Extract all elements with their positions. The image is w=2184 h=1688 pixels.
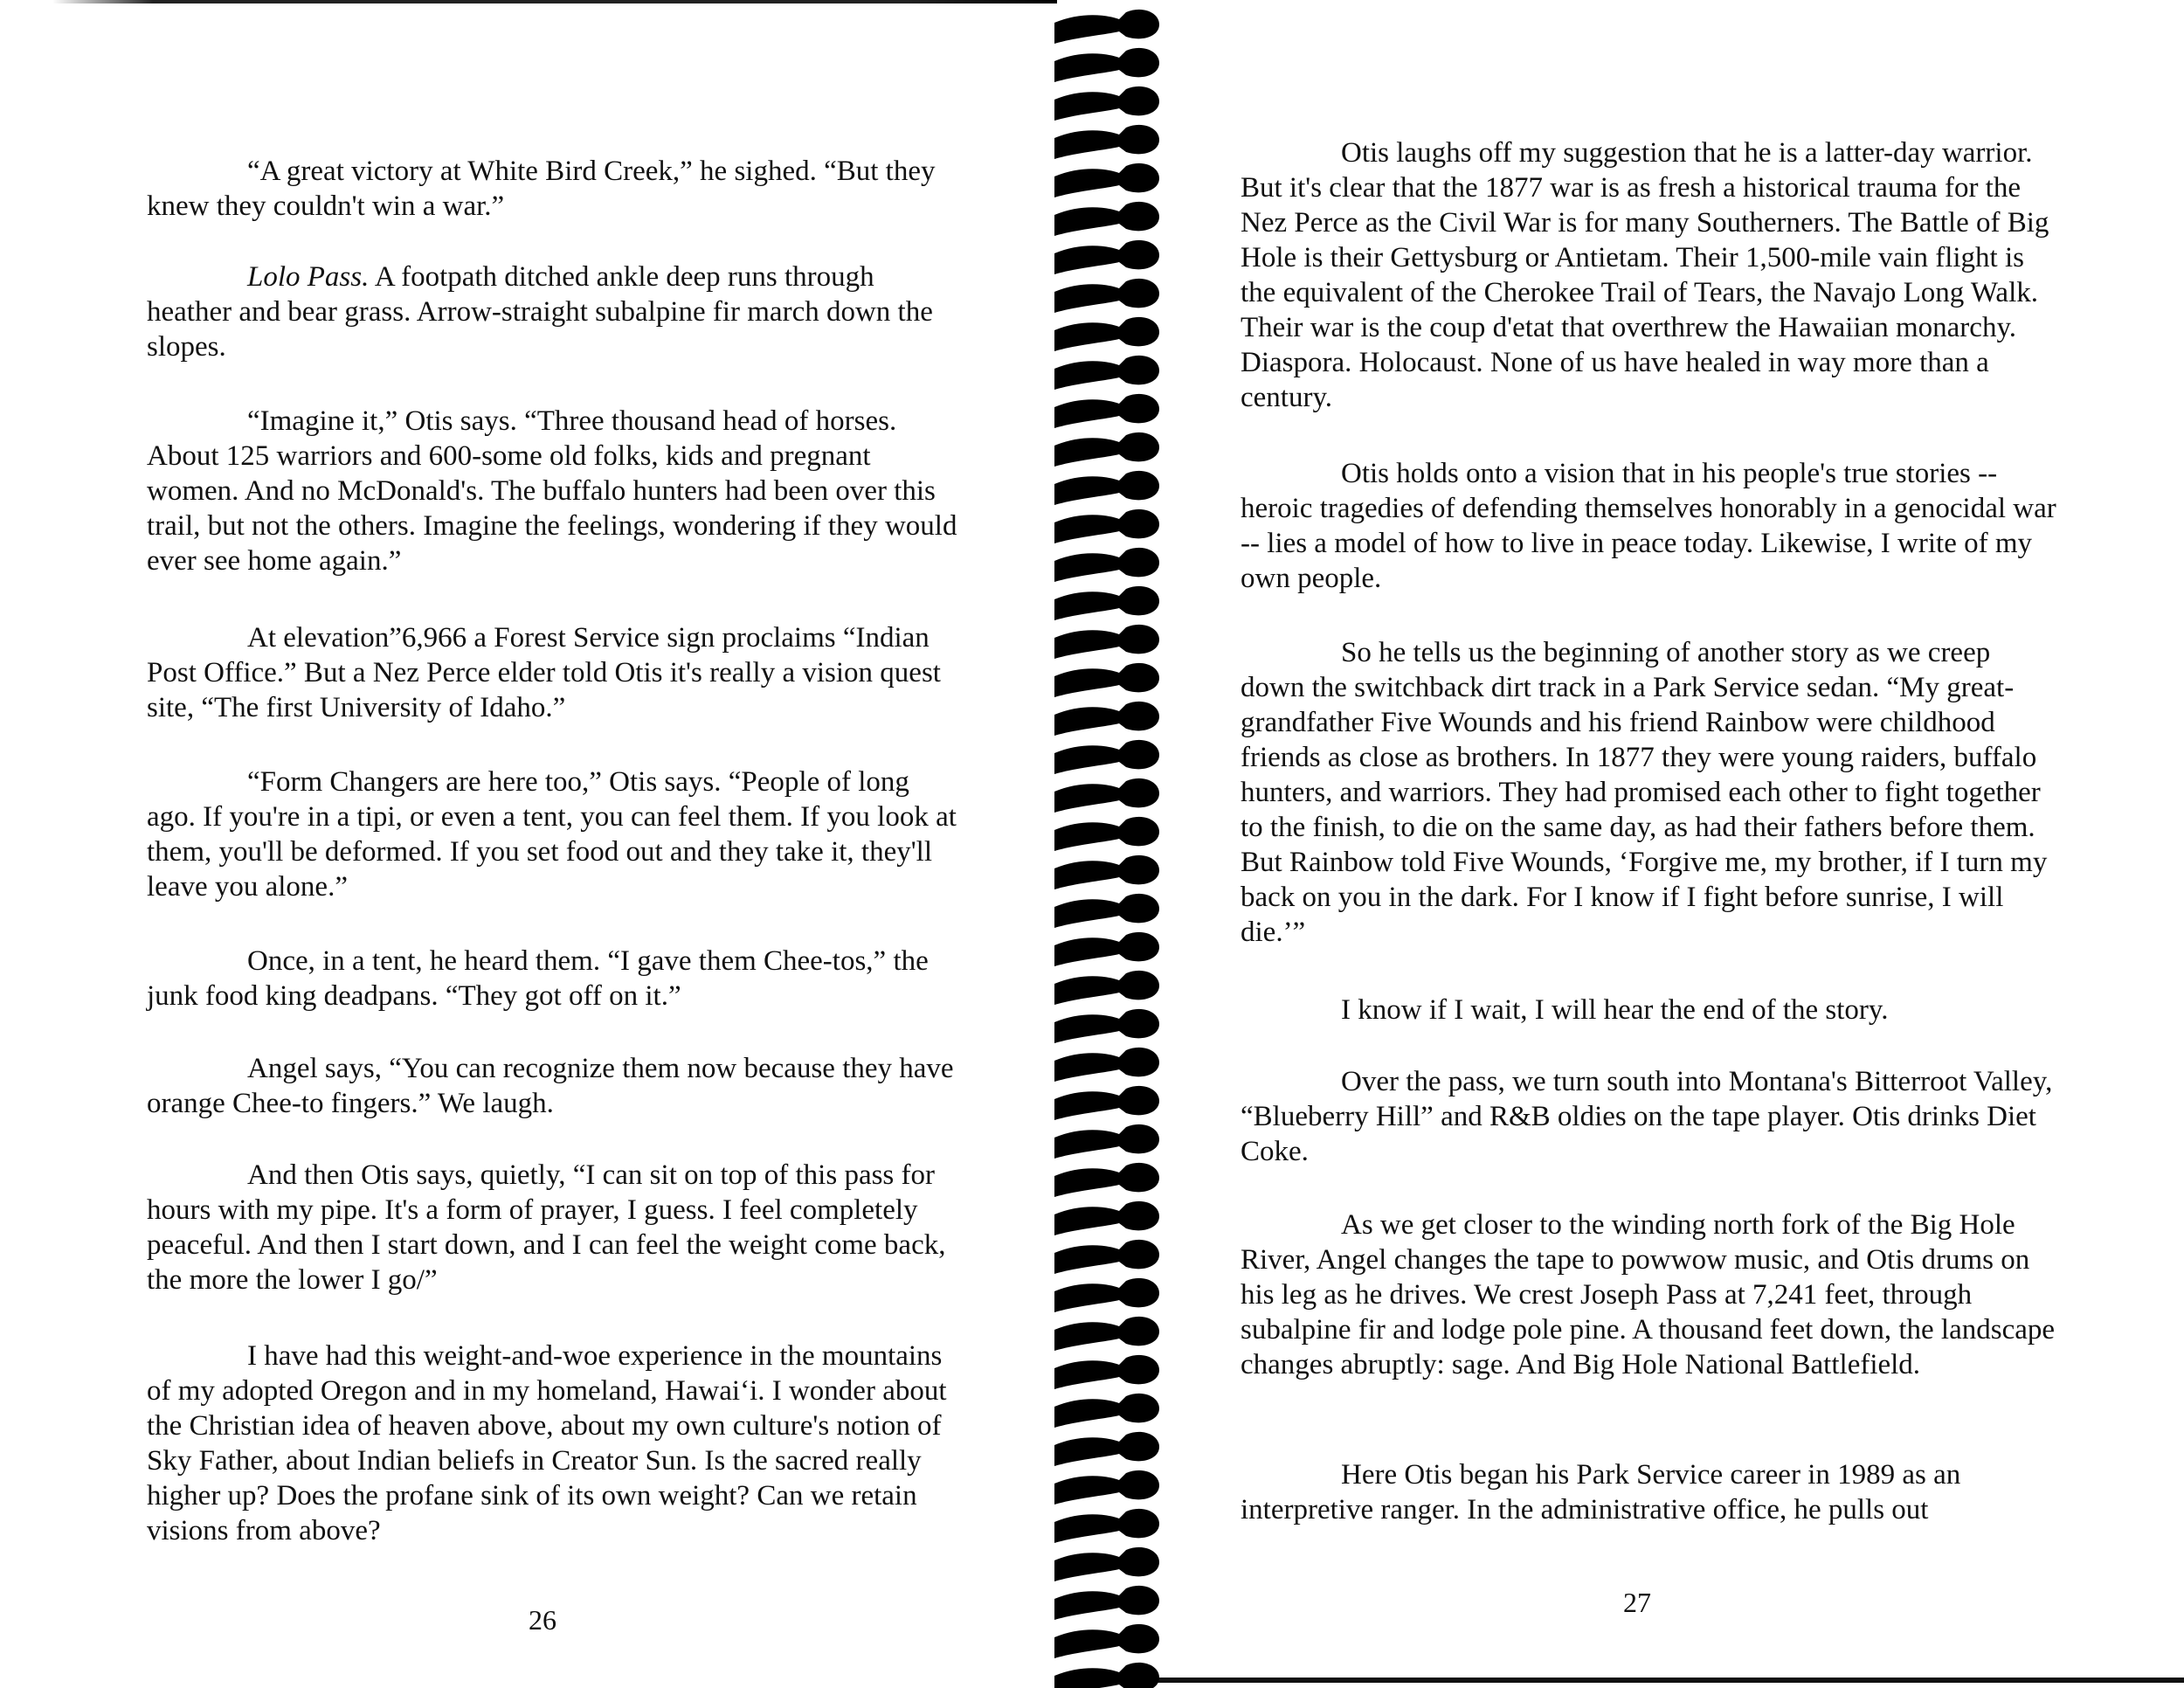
binding-coil (1054, 894, 1159, 928)
binding-coil (1054, 1048, 1159, 1082)
binding-coil (1054, 1240, 1159, 1274)
binding-coil (1054, 625, 1159, 659)
paragraph: At elevation”6,966 a Forest Service sign proclaims “Indian Post Office.” But a Nez Perce elder told Otis it's really a vision quest site, “The first University of Idaho.” (147, 622, 941, 723)
binding-coil (1054, 1278, 1159, 1312)
binding-coil (1054, 1201, 1159, 1235)
binding-coil (1054, 1163, 1159, 1197)
paragraph-text: A footpath ditched ankle deep runs through heather and bear grass. Arrow-straight subalpine fir march down the slopes. (147, 261, 933, 363)
binding-coil (1054, 740, 1159, 774)
binding-coil (1054, 1547, 1159, 1581)
binding-coil (1054, 356, 1159, 390)
paragraph: Otis laughs off my suggestion that he is a latter-day warrior. But it's clear that the 1877 war is as fresh a historical trauma for the Nez Perce as the Civil War is for many Southerners. The Battle of Big Hole is their Gettysburg or Antietam. Their 1,500-mile vain flight is the equivalent of the Cherokee Trail of Tears, the Navajo Long Walk. Their war is the coup d'etat that overthrew the Hawaiian monarchy. Diaspora. Holocaust. None of us have healed in way more than a century. (1241, 137, 2049, 413)
paragraph: As we get closer to the winding north fork of the Big Hole River, Angel changes the tape to powwow music, and Otis drums on his leg as he drives. We crest Joseph Pass at 7,241 feet, through subalpine fir and lodge pole pine. A thousand feet down, the landscape changes abruptly: sage. And Big Hole National Battlefield. (1241, 1209, 2056, 1380)
binding-coil (1054, 1663, 1159, 1688)
binding-coil (1054, 548, 1159, 582)
page-number: 27 (1623, 1587, 1651, 1618)
binding-coil (1054, 932, 1159, 966)
binding-coil (1054, 663, 1159, 697)
section-heading-lolo-pass: Lolo Pass. (247, 261, 370, 293)
binding-coil (1054, 279, 1159, 313)
binding-coil (1054, 394, 1159, 428)
binding-coil (1054, 86, 1159, 121)
paragraph: Over the pass, we turn south into Montana's Bitterroot Valley, “Blueberry Hill” and R&B oldies on the tape player. Otis drinks Diet Coke. (1241, 1066, 2053, 1167)
paragraph: “Form Changers are here too,” Otis says. “People of long ago. If you're in a tipi, or even a tent, you can feel them. If you look at them, you'll be deformed. If you set food out and they take it, they'll leave you alone.” (147, 766, 957, 903)
binding-coil (1054, 1509, 1159, 1543)
paragraph (147, 259, 959, 364)
spiral-binding (1044, 0, 1184, 1688)
binding-coil (1054, 240, 1159, 274)
paragraph: Once, in a tent, he heard them. “I gave them Chee-tos,” the junk food king deadpans. “They got off on it.” (147, 945, 929, 1012)
binding-coil (1054, 855, 1159, 889)
binding-coil (1054, 1009, 1159, 1043)
binding-coil (1054, 1432, 1159, 1466)
paragraph: And then Otis says, quietly, “I can sit on top of this pass for hours with my pipe. It's a form of prayer, I guess. I feel completely peaceful. And then I start down, and I can feel the weight come back, the more the lower I go/” (147, 1159, 946, 1296)
binding-coil (1054, 1586, 1159, 1620)
binding-coil (1054, 509, 1159, 543)
binding-coil (1054, 778, 1159, 813)
binding-coil (1054, 1317, 1159, 1351)
binding-coil (1054, 48, 1159, 82)
paragraph: Angel says, “You can recognize them now because they have orange Chee-to fingers.” We laugh. (147, 1053, 954, 1119)
paragraph: I know if I wait, I will hear the end of the story. (1341, 994, 1889, 1026)
top-edge-line (52, 0, 1057, 3)
binding-coil (1054, 817, 1159, 851)
binding-coil (1054, 1124, 1159, 1159)
binding-coil (1054, 125, 1159, 159)
binding-coil (1054, 1394, 1159, 1428)
binding-coil (1054, 471, 1159, 505)
bottom-edge-line (1136, 1678, 2184, 1683)
binding-coil (1054, 163, 1159, 197)
binding-coil (1054, 702, 1159, 736)
binding-coil (1054, 317, 1159, 351)
binding-coil (1054, 1086, 1159, 1120)
binding-coil (1054, 202, 1159, 236)
paragraph: So he tells us the beginning of another story as we creep down the switchback dirt track in a Park Service sedan. “My great-grandfather Five Wounds and his friend Rainbow were childhood friends as close as brothers. In 1877 they were young raiders, buffalo hunters, and warriors. They had promised each other to fight together to the finish, to die on the same day, as had their fathers before them. But Rainbow told Five Wounds, ‘Forgive me, my brother, if I turn my back on you in the dark. For I know if I fight before sunrise, I will die.’” (1241, 637, 2048, 948)
page-number: 26 (529, 1604, 556, 1636)
binding-coil (1054, 1470, 1159, 1505)
binding-coil (1054, 1624, 1159, 1658)
binding-coil (1054, 971, 1159, 1005)
paragraph: I have had this weight-and-woe experience in the mountains of my adopted Oregon and in my homeland, Hawai‘i. I wonder about the Christian idea of heaven above, about my own culture's notion of Sky Father, about Indian beliefs in Creator Sun. Is the sacred really higher up? Does the profane sink of its own weight? Can we retain visions from above? (147, 1340, 947, 1546)
binding-coil (1054, 10, 1159, 44)
paragraph: Otis holds onto a vision that in his people's true stories -- heroic tragedies of defending themselves honorably in a genocidal war -- lies a model of how to live in peace today. Likewise, I write of my own people. (1241, 458, 2056, 594)
binding-coil (1054, 1355, 1159, 1389)
binding-coil (1054, 432, 1159, 467)
paragraph: “A great victory at White Bird Creek,” he sighed. “But they knew they couldn't win a war.” (147, 156, 936, 222)
binding-coil (1054, 586, 1159, 620)
paragraph: “Imagine it,” Otis says. “Three thousand head of horses. About 125 warriors and 600-some old folks, kids and pregnant women. And no McDonald's. The buffalo hunters had been over this trail, but not the others. Imagine the feelings, wondering if they would ever see home again.” (147, 405, 957, 577)
paragraph: Here Otis began his Park Service career in 1989 as an interpretive ranger. In the administrative office, he pulls out (1241, 1459, 1961, 1525)
